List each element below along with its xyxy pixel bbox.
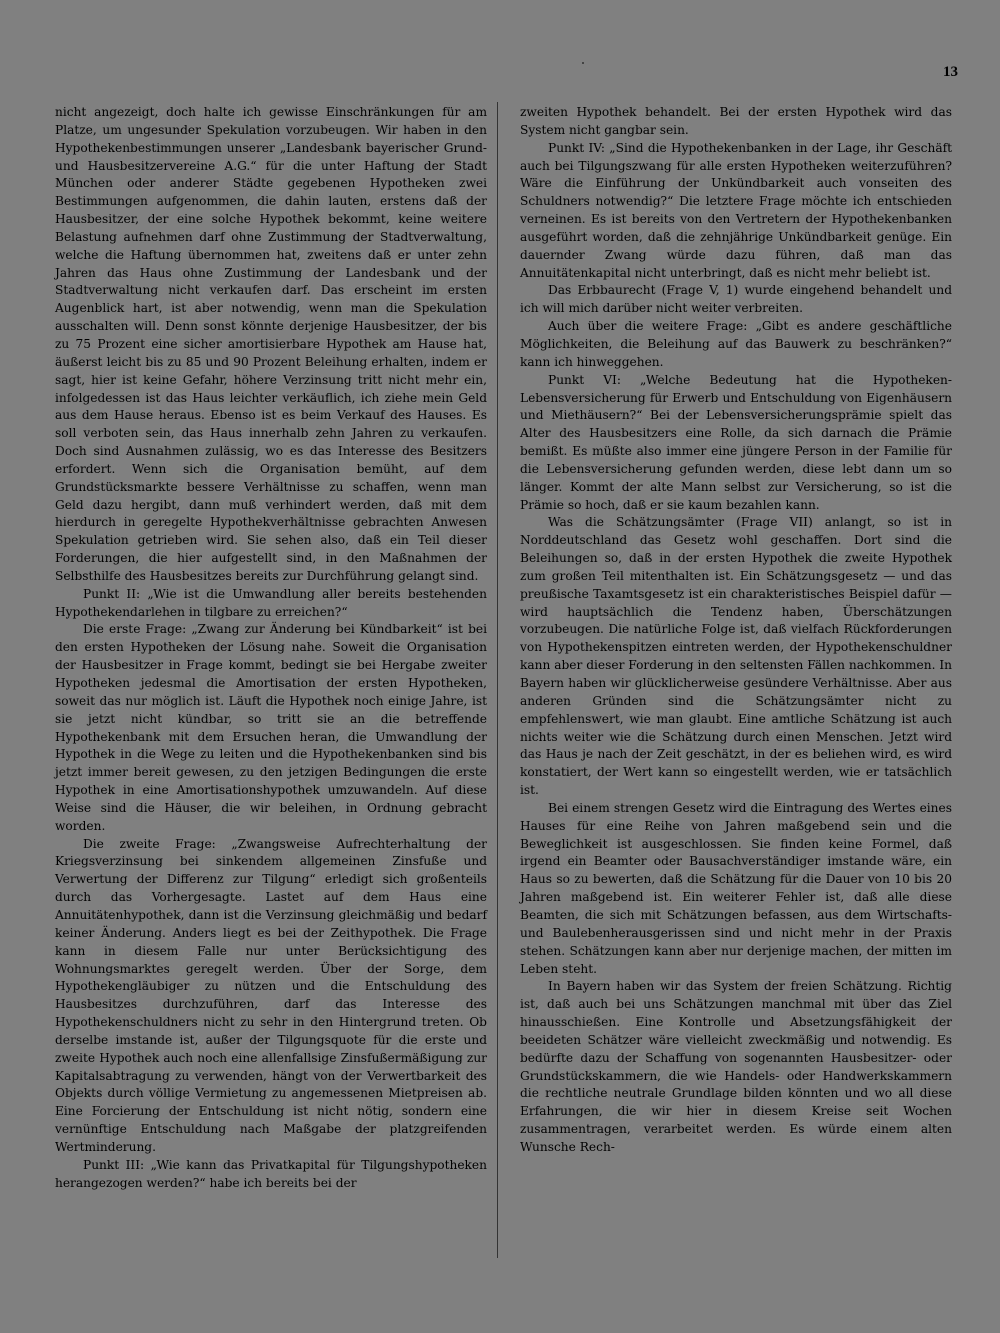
column-divider [497,102,498,1258]
paragraph: In Bayern haben wir das System der freien Schätzung. Richtig ist, daß auch bei uns Schätzungen manchmal mit über das Ziel hinausschießen. Eine Kontrolle und Absetzungsfähigkeit der beeideten Schätzer wäre vielleicht zweckmäßig und notwendig. Es bedürfte dazu der Schaffung von sogenannten Hausbesitzer- oder Grundstückskammern, die wie Handels- oder Handwerkskammern die rechtliche neutrale Grundlage bilden könnten und wo all diese Erfahrungen, die wir hier in diesem Kreise seit Wochen zusammentragen, verarbeitet werden. Es würde einem alten Wunsche Rech- [520,979,952,1154]
paragraph: Punkt III: „Wie kann das Privatkapital für Tilgungshypotheken herangezogen werden?“ habe ich bereits bei der [55,1157,487,1190]
paragraph: Das Erbbaurecht (Frage V, 1) wurde eingehend behandelt und ich will mich darüber nicht weiter verbreiten. [520,283,952,316]
right-column [520,104,952,1157]
paragraph: Punkt IV: „Sind die Hypothekenbanken in der Lage, ihr Geschäft auch bei Tilgungszwang für alle ersten Hypotheken weiterzuführen? Wäre die Einführung der Unkündbarkeit auch vonseiten des Schuldners notwendig?“ Die letztere Frage möchte ich entschieden verneinen. Es ist bereits von den Vertretern der Hypothekenbanken ausgeführt worden, daß die zehnjährige Unkündbarkeit genüge. Ein dauernder Zwang würde dazu führen, daß man das Annuitätenkapital nicht unterbringt, daß es nicht mehr beliebt ist. [520,140,952,280]
paragraph: Auch über die weitere Frage: „Gibt es andere geschäftliche Möglichkeiten, die Beleihung auf das Bauwerk zu beschränken?“ kann ich hinweggehen. [520,319,952,369]
paragraph: Die erste Frage: „Zwang zur Änderung bei Kündbarkeit“ ist bei den ersten Hypotheken der Lösung nahe. Soweit die Organisation der Hausbesitzer in Frage kommt, bedingt sie bei Hergabe zweiter Hypotheken jedesmal die Amortisation der ersten Hypotheken, soweit das nur möglich ist. Läuft die Hypothek noch einige Jahre, ist sie jetzt nicht kündbar, so tritt sie an die betreffende Hypothekenbank mit dem Ersuchen heran, die Umwandlung der Hypothek in die Wege zu leiten und die Hypothekenbanken sind bis jetzt immer bereit gewesen, zu den jetzigen Bedingungen die erste Hypothek in eine Amortisationshypothek umzuwandeln. Auf diese Weise sind die Häuser, die wir beleihen, in Ordnung gebracht worden. [55,622,487,833]
left-column [55,104,487,1192]
paragraph: nicht angezeigt, doch halte ich gewisse Einschränkungen für am Platze, um ungesunder Spekulation vorzubeugen. Wir haben in den Hypothekenbestimmungen unserer „Landesbank bayerischer Grund- und Hausbesitzervereine A.G.“ für die unter Haftung der Stadt München oder anderer Städte gegebenen Hypotheken zwei Bestimmungen aufgenommen, die dahin lauten, erstens daß der Hausbesitzer, der eine solche Hypothek bekommt, keine weitere Belastung aufnehmen darf ohne Zustimmung der Stadtverwaltung, welche die Haftung übernommen hat, zweitens daß er unter zehn Jahren das Haus ohne Zustimmung der Landesbank und der Stadtverwaltung nicht verkaufen darf. Das erscheint im ersten Augenblick hart, ist aber notwendig, wenn man die Spekulation ausschalten will. Denn sonst könnte derjenige Hausbesitzer, der bis zu 75 Prozent eine sicher amortisierbare Hypothek am Hause hat, äußerst leicht bis zu 85 und 90 Prozent Beleihung erhalten, indem er sagt, hier ist keine Gefahr, höhere Verzinsung tritt nicht mehr ein, infolgedessen ist das Haus leichter verkäuflich, ich ziehe mein Geld aus dem Hause heraus. Ebenso ist es beim Verkauf des Hauses. Es soll verboten sein, das Haus innerhalb zehn Jahren zu verkaufen. Doch sind Ausnahmen zulässig, wo es das Interesse des Besitzers erfordert. Wenn sich die Organisation bemüht, auf dem Grundstücksmarkte bessere Verhältnisse zu schaffen, wenn man Geld dazu hergibt, dann muß verhindert werden, daß mit dem hierdurch in geregelte Hypothekverhältnisse gebrachten Anwesen Spekulation getrieben wird. Sie sehen also, daß ein Teil dieser Forderungen, die hier aufgestellt sind, in den Maßnahmen der Selbsthilfe des Hausbesitzes bereits zur Durchführung gelangt sind. [55,105,487,583]
paragraph: Die zweite Frage: „Zwangsweise Aufrechterhaltung der Kriegsverzinsung bei sinkendem allgemeinen Zinsfuße und Verwertung der Differenz zur Tilgung“ erledigt sich großenteils durch das Vorhergesagte. Lastet auf dem Haus eine Annuitätenhypothek, dann ist die Verzinsung gleichmäßig und bedarf keiner Änderung. Anders liegt es bei der Zeithypothek. Die Frage kann in diesem Falle nur unter Berücksichtigung des Wohnungsmarktes geregelt werden. Über der Sorge, dem Hypothekengläubiger zu nützen und die Entschuldung des Hausbesitzes durchzuführen, darf das Interesse des Hypothekenschuldners nicht zu sehr in den Hintergrund treten. Ob derselbe imstande ist, außer der Tilgungsquote für die erste und zweite Hypothek auch noch eine allenfallsige Zinsfußermäßigung zur Kapitalsabtragung zu verwenden, hängt von der Verwertbarkeit des Objekts durch völlige Vermietung zu angemessenen Mietpreisen ab. Eine Forcierung der Entschuldung ist nicht nötig, sondern eine vernünftige Entschuldung nach Maßgabe der platzgreifenden Wertminderung. [55,836,487,1154]
paragraph: Punkt VI: „Welche Bedeutung hat die Hypotheken-Lebensversicherung für Erwerb und Entschuldung von Eigenhäusern und Miethäusern?“ Bei der Lebensversicherungsprämie spielt das Alter des Hausbesitzers eine Rolle, da sich darnach die Prämie bemißt. Es müßte also immer eine jüngere Person in der Familie für die Lebensversicherung gefunden werden, diese lebt dann um so länger. Kommt der alte Mann selbst zur Versicherung, so ist die Prämie so hoch, daß er sie kaum bezahlen kann. [520,372,952,512]
page-number: 13 [943,64,958,80]
page-speck [582,62,584,64]
paragraph: Bei einem strengen Gesetz wird die Eintragung des Wertes eines Hauses für eine Reihe von Jahren maßgebend sein und die Beweglichkeit ist ausgeschlossen. Sie finden keine Formel, daß irgend ein Beamter oder Bausachverständiger imstande wäre, ein Haus so zu bewerten, daß die Schätzung für die Dauer von 10 bis 20 Jahren maßgebend ist. Ein weiterer Fehler ist, daß alle diese Beamten, die sich mit Schätzungen befassen, aus dem Wirtschafts- und Baulebenherausgerissen sind und nicht mehr in der Praxis stehen. Schätzungen kann aber nur derjenige machen, der mitten im Leben steht. [520,800,952,976]
paragraph: Was die Schätzungsämter (Frage VII) anlangt, so ist in Norddeutschland das Gesetz wohl geschaffen. Dort sind die Beleihungen so, daß in der ersten Hypothek die zweite Hypothek zum großen Teil mitenthalten ist. Ein Schätzungsgesetz — und das preußische Taxamtsgesetz ist ein charakteristisches Beispiel dafür — wird hauptsächlich die Tendenz haben, Überschätzungen vorzubeugen. Die natürliche Folge ist, daß vielfach Rückforderungen von Hypothekenspitzen eintreten werden, der Hypothekenschuldner kann aber dieser Forderung in den seltensten Fällen nachkommen. In Bayern haben wir glücklicherweise gesündere Verhältnisse. Aber aus anderen Gründen sind die Schätzungsämter nicht zu empfehlenswert, wie man glaubt. Eine amtliche Schätzung ist auch nichts weiter wie die Schätzung durch einen Menschen. Jetzt wird das Haus je nach der Zeit geschätzt, in der es beliehen wird, es wird konstatiert, der Wert kann so eingestellt werden, wie er tatsächlich ist. [520,515,952,798]
paragraph: Punkt II: „Wie ist die Umwandlung aller bereits bestehenden Hypothekendarlehen in tilgbare zu erreichen?“ [55,586,487,619]
paragraph: zweiten Hypothek behandelt. Bei der ersten Hypothek wird das System nicht gangbar sein. [520,105,952,137]
